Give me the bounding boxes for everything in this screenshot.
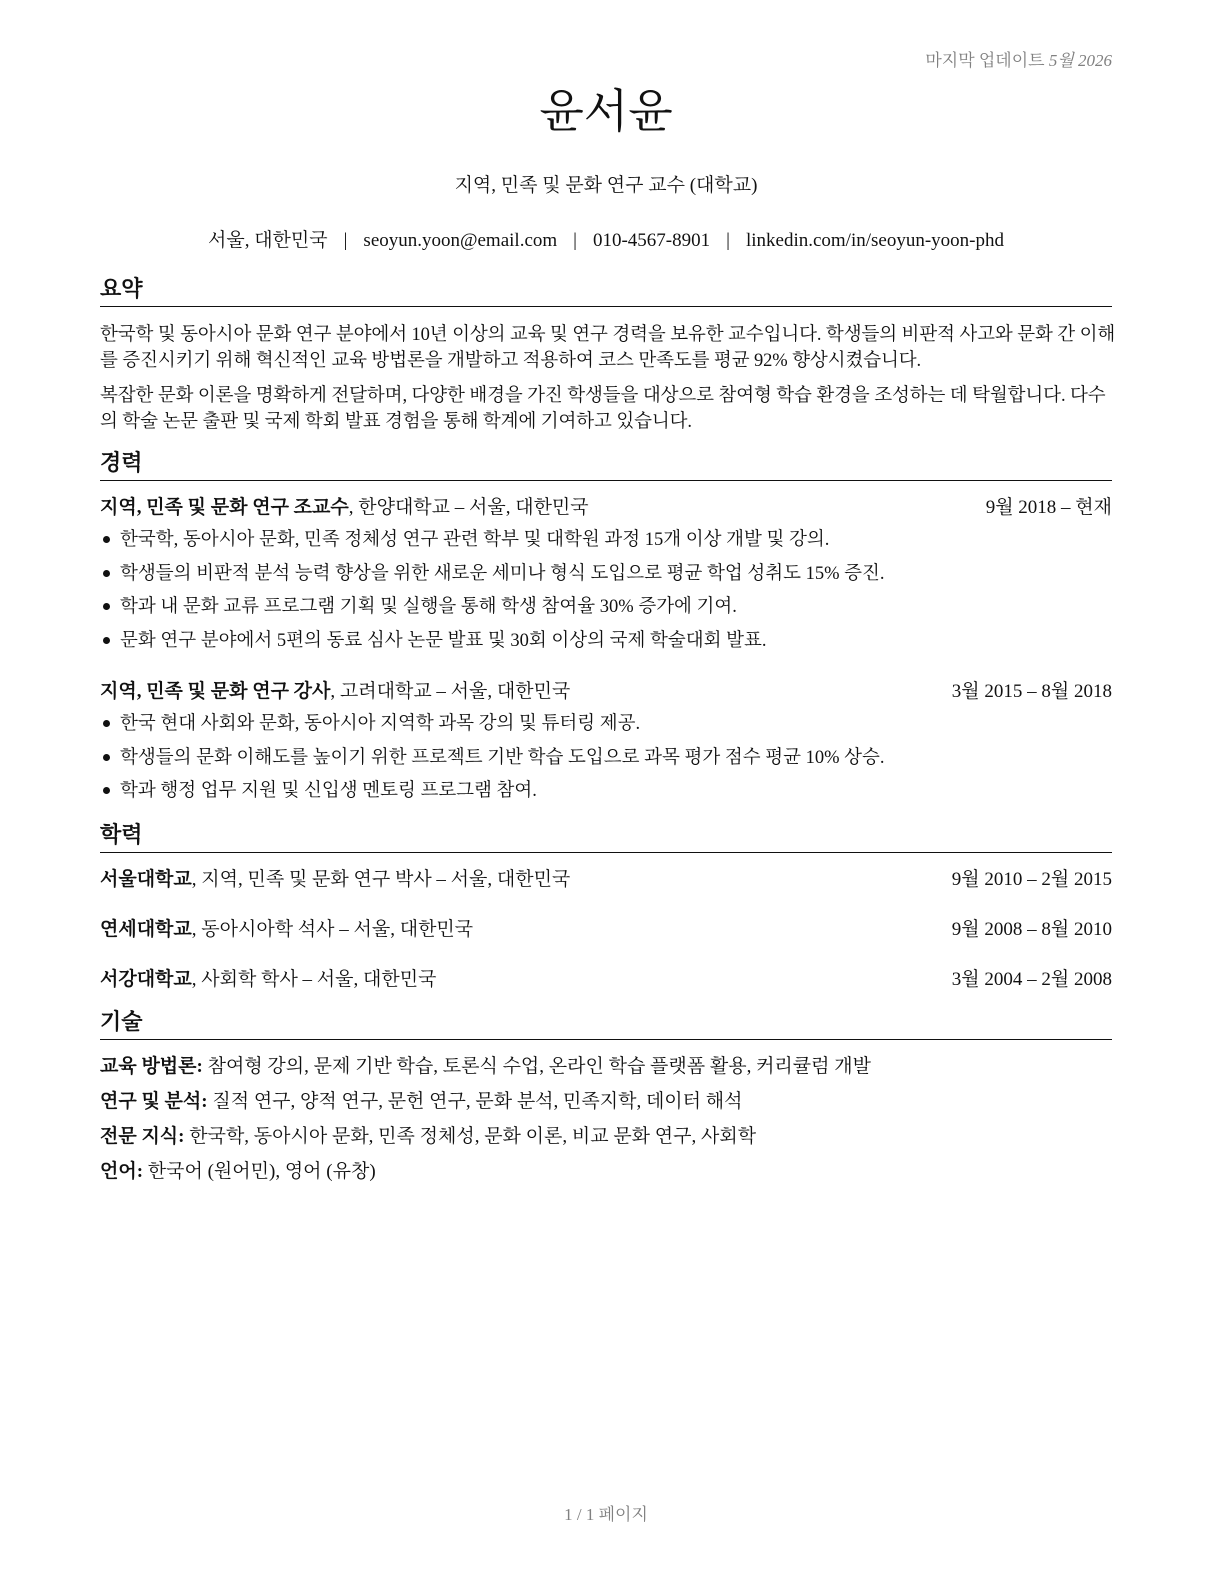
job-bullet: 문화 연구 분야에서 5편의 동료 심사 논문 발표 및 30회 이상의 국제 학술대회 발표. xyxy=(100,628,1112,662)
job-org: , 고려대학교 – 서울, 대한민국 xyxy=(330,681,571,702)
job-bullet: 학생들의 문화 이해도를 높이기 위한 프로젝트 기반 학습 도입으로 과목 평가 점수 평균 10% 상승. xyxy=(100,745,1112,779)
education-detail: , 동아시아학 석사 – 서울, 대한민국 xyxy=(191,919,474,940)
headline: 지역, 민족 및 문화 연구 교수 (대학교) xyxy=(454,175,758,196)
job-bullets xyxy=(100,527,1112,661)
skill-label: 연구 및 분석: xyxy=(100,1091,208,1112)
contact-line xyxy=(100,225,1112,252)
contact-separator: | xyxy=(726,230,730,251)
contact-separator: | xyxy=(573,230,577,251)
education-item xyxy=(100,917,1112,943)
summary-paragraph: 한국학 및 동아시아 문화 연구 분야에서 10년 이상의 교육 및 연구 경력을 보유한 교수입니다. 학생들의 비판적 사고와 문화 간 이해를 증진시키기 위해 혁신적인 교육 방법론을 개발하고 적용하여 코스 만족도를 평균 92% 향상시켰습니다. xyxy=(100,325,1116,371)
job-header xyxy=(100,679,1112,705)
skill-row xyxy=(100,1124,1112,1150)
education-school: 서강대학교 xyxy=(100,969,192,990)
resume-page xyxy=(100,0,1116,1584)
skill-row xyxy=(100,1054,1112,1080)
contact-phone: 010-4567-8901 xyxy=(592,230,711,251)
job-bullet: 한국학, 동아시아 문화, 민족 정체성 연구 관련 학부 및 대학원 과정 15개 이상 개발 및 강의. xyxy=(100,527,1112,561)
education-school: 연세대학교 xyxy=(100,919,192,940)
skill-label: 언어: xyxy=(100,1161,144,1182)
skill-value: 한국학, 동아시아 문화, 민족 정체성, 문화 이론, 비교 문화 연구, 사회학 xyxy=(184,1126,757,1147)
skill-value: 한국어 (원어민), 영어 (유창) xyxy=(143,1161,376,1182)
skill-label: 전문 지식: xyxy=(100,1126,185,1147)
job-dates: 9월 2018 – 현재 xyxy=(985,497,1112,518)
education-detail: , 사회학 학사 – 서울, 대한민국 xyxy=(191,969,437,990)
skill-label: 교육 방법론: xyxy=(100,1056,203,1077)
job-bullet: 학생들의 비판적 분석 능력 향상을 위한 새로운 세미나 형식 도입으로 평균 학업 성취도 15% 증진. xyxy=(100,561,1112,595)
last-updated-date: 5월 2026 xyxy=(1048,51,1112,70)
section-title-education: 학력 xyxy=(100,822,1112,853)
skill-value: 참여형 강의, 문제 기반 학습, 토론식 수업, 온라인 학습 플랫폼 활용, 커리큘럼 개발 xyxy=(202,1056,871,1077)
education-dates: 3월 2004 – 2월 2008 xyxy=(951,969,1112,990)
job-role: 지역, 민족 및 문화 연구 강사 xyxy=(100,681,331,702)
job-dates: 3월 2015 – 8월 2018 xyxy=(951,681,1112,702)
section-title-skills: 기술 xyxy=(100,1009,1112,1040)
section-title-summary: 요약 xyxy=(100,276,1112,307)
job-role: 지역, 민족 및 문화 연구 조교수 xyxy=(100,497,349,518)
education-dates: 9월 2010 – 2월 2015 xyxy=(951,869,1112,890)
skill-value: 질적 연구, 양적 연구, 문헌 연구, 문화 분석, 민족지학, 데이터 해석 xyxy=(207,1091,743,1112)
education-dates: 9월 2008 – 8월 2010 xyxy=(951,919,1112,940)
contact-email[interactable]: seoyun.yoon@email.com xyxy=(363,230,558,251)
education-school: 서울대학교 xyxy=(100,869,192,890)
last-updated-label: 마지막 업데이트 xyxy=(925,51,1045,70)
education-item xyxy=(100,967,1112,993)
section-title-experience: 경력 xyxy=(100,450,1112,481)
last-updated xyxy=(925,46,1112,71)
education-item xyxy=(100,867,1112,893)
education-detail: , 지역, 민족 및 문화 연구 박사 – 서울, 대한민국 xyxy=(191,869,571,890)
job-bullet: 학과 내 문화 교류 프로그램 기획 및 실행을 통해 학생 참여율 30% 증가에 기여. xyxy=(100,594,1112,628)
job-org: , 한양대학교 – 서울, 대한민국 xyxy=(348,497,589,518)
job-header xyxy=(100,495,1112,521)
contact-separator: | xyxy=(343,230,348,251)
contact-linkedin[interactable]: linkedin.com/in/seoyun-yoon-phd xyxy=(745,230,1005,251)
candidate-name: 윤서윤 xyxy=(539,84,673,138)
page-indicator: 1 / 1 페이지 xyxy=(564,1505,648,1524)
skill-row xyxy=(100,1159,1112,1185)
job-bullet: 한국 현대 사회와 문화, 동아시아 지역학 과목 강의 및 튜터링 제공. xyxy=(100,711,1112,745)
job-bullets xyxy=(100,711,1112,812)
skill-row xyxy=(100,1089,1112,1115)
contact-location: 서울, 대한민국 xyxy=(207,230,328,251)
job-bullet: 학과 행정 업무 지원 및 신입생 멘토링 프로그램 참여. xyxy=(100,778,1112,812)
summary-paragraph: 복잡한 문화 이론을 명확하게 전달하며, 다양한 배경을 가진 학생들을 대상으로 참여형 학습 환경을 조성하는 데 탁월합니다. 다수의 학술 논문 출판 및 국제 학회 발표 경험을 통해 학계에 기여하고 있습니다. xyxy=(100,386,1106,432)
